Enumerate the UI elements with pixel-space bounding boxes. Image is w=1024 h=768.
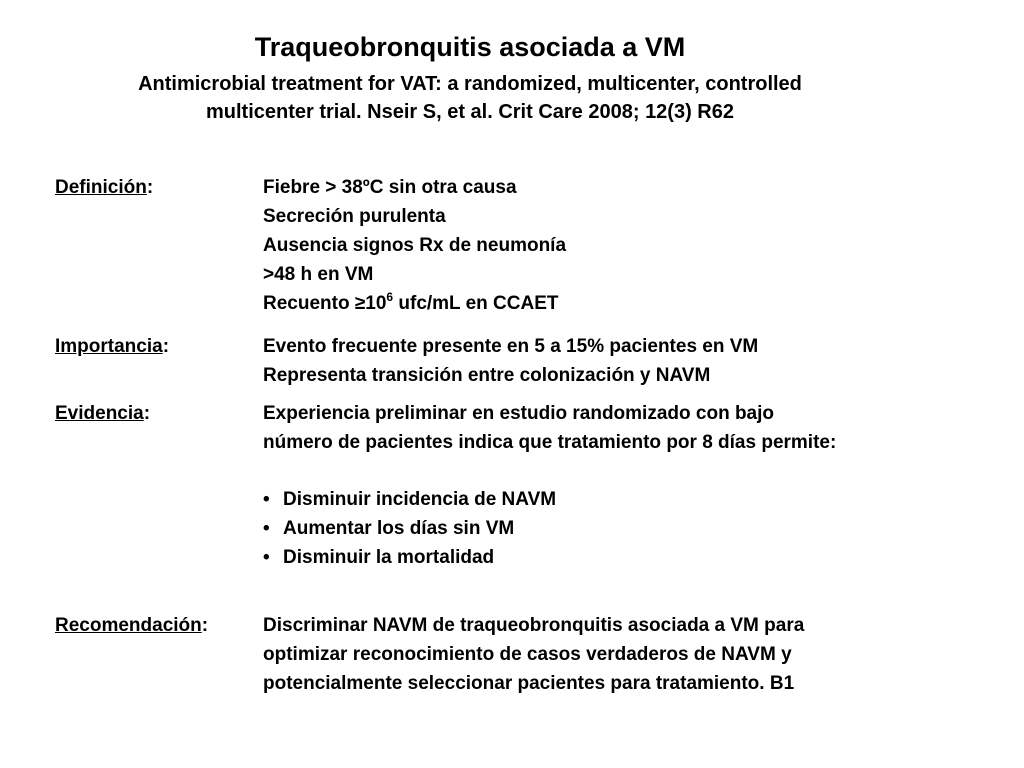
bullet-item — [263, 543, 1003, 572]
bullet-text: Disminuir la mortalidad — [283, 547, 495, 568]
importancia-content — [263, 332, 1003, 390]
importancia-line: Representa transición entre colonización y NAVM — [263, 365, 711, 386]
evidencia-label — [55, 399, 150, 428]
subtitle-line-1: Antimicrobial treatment for VAT: a randomized, multicenter, controlled — [138, 73, 802, 95]
recuento-unit: ufc/mL en CCAET — [393, 293, 559, 314]
evidencia-bullets — [263, 485, 1003, 572]
bullet-dot: • — [263, 547, 270, 568]
recuento-text: Recuento ≥10 — [263, 293, 387, 314]
bullet-item — [263, 514, 1003, 543]
bullet-dot: • — [263, 489, 270, 510]
evidencia-content — [263, 399, 1003, 457]
recomendacion-label — [55, 611, 208, 640]
definicion-line: Fiebre > 38ºC sin otra causa — [263, 177, 517, 198]
importancia-label — [55, 332, 169, 361]
importancia-line: Evento frecuente presente en 5 a 15% pacientes en VM — [263, 336, 759, 357]
definicion-line: Ausencia signos Rx de neumonía — [263, 235, 567, 256]
recomendacion-content — [263, 611, 1003, 698]
definicion-line — [263, 289, 1003, 318]
slide-title: Traqueobronquitis asociada a VM — [254, 32, 686, 62]
recomendacion-line: optimizar reconocimiento de casos verdaderos de NAVM y — [263, 644, 792, 665]
definicion-colon: : — [146, 177, 154, 198]
definicion-label-text: Definición — [55, 177, 147, 198]
recomendacion-line: Discriminar NAVM de traqueobronquitis asociada a VM para — [263, 615, 805, 636]
bullet-text: Disminuir incidencia de NAVM — [283, 489, 557, 510]
evidencia-colon: : — [143, 403, 151, 424]
definicion-line: Secreción purulenta — [263, 206, 446, 227]
bullet-text: Aumentar los días sin VM — [283, 518, 515, 539]
recomendacion-label-text: Recomendación — [55, 615, 202, 636]
definicion-label — [55, 173, 153, 202]
importancia-label-text: Importancia — [55, 336, 163, 357]
bullet-item — [263, 485, 1003, 514]
evidencia-line: número de pacientes indica que tratamiento por 8 días permite: — [263, 432, 837, 453]
recomendacion-colon: : — [201, 615, 209, 636]
recuento-exponent: 6 — [386, 289, 394, 304]
slide-subtitle — [0, 70, 940, 126]
recomendacion-line: potencialmente seleccionar pacientes para tratamiento. B1 — [263, 673, 795, 694]
bullet-dot: • — [263, 518, 270, 539]
evidencia-line: Experiencia preliminar en estudio randomizado con bajo — [263, 403, 775, 424]
importancia-colon: : — [162, 336, 170, 357]
definicion-content — [263, 173, 1003, 318]
evidencia-label-text: Evidencia — [55, 403, 144, 424]
definicion-line: >48 h en VM — [263, 264, 374, 285]
subtitle-line-2: multicenter trial. Nseir S, et al. Crit Care 2008; 12(3) R62 — [206, 101, 734, 123]
